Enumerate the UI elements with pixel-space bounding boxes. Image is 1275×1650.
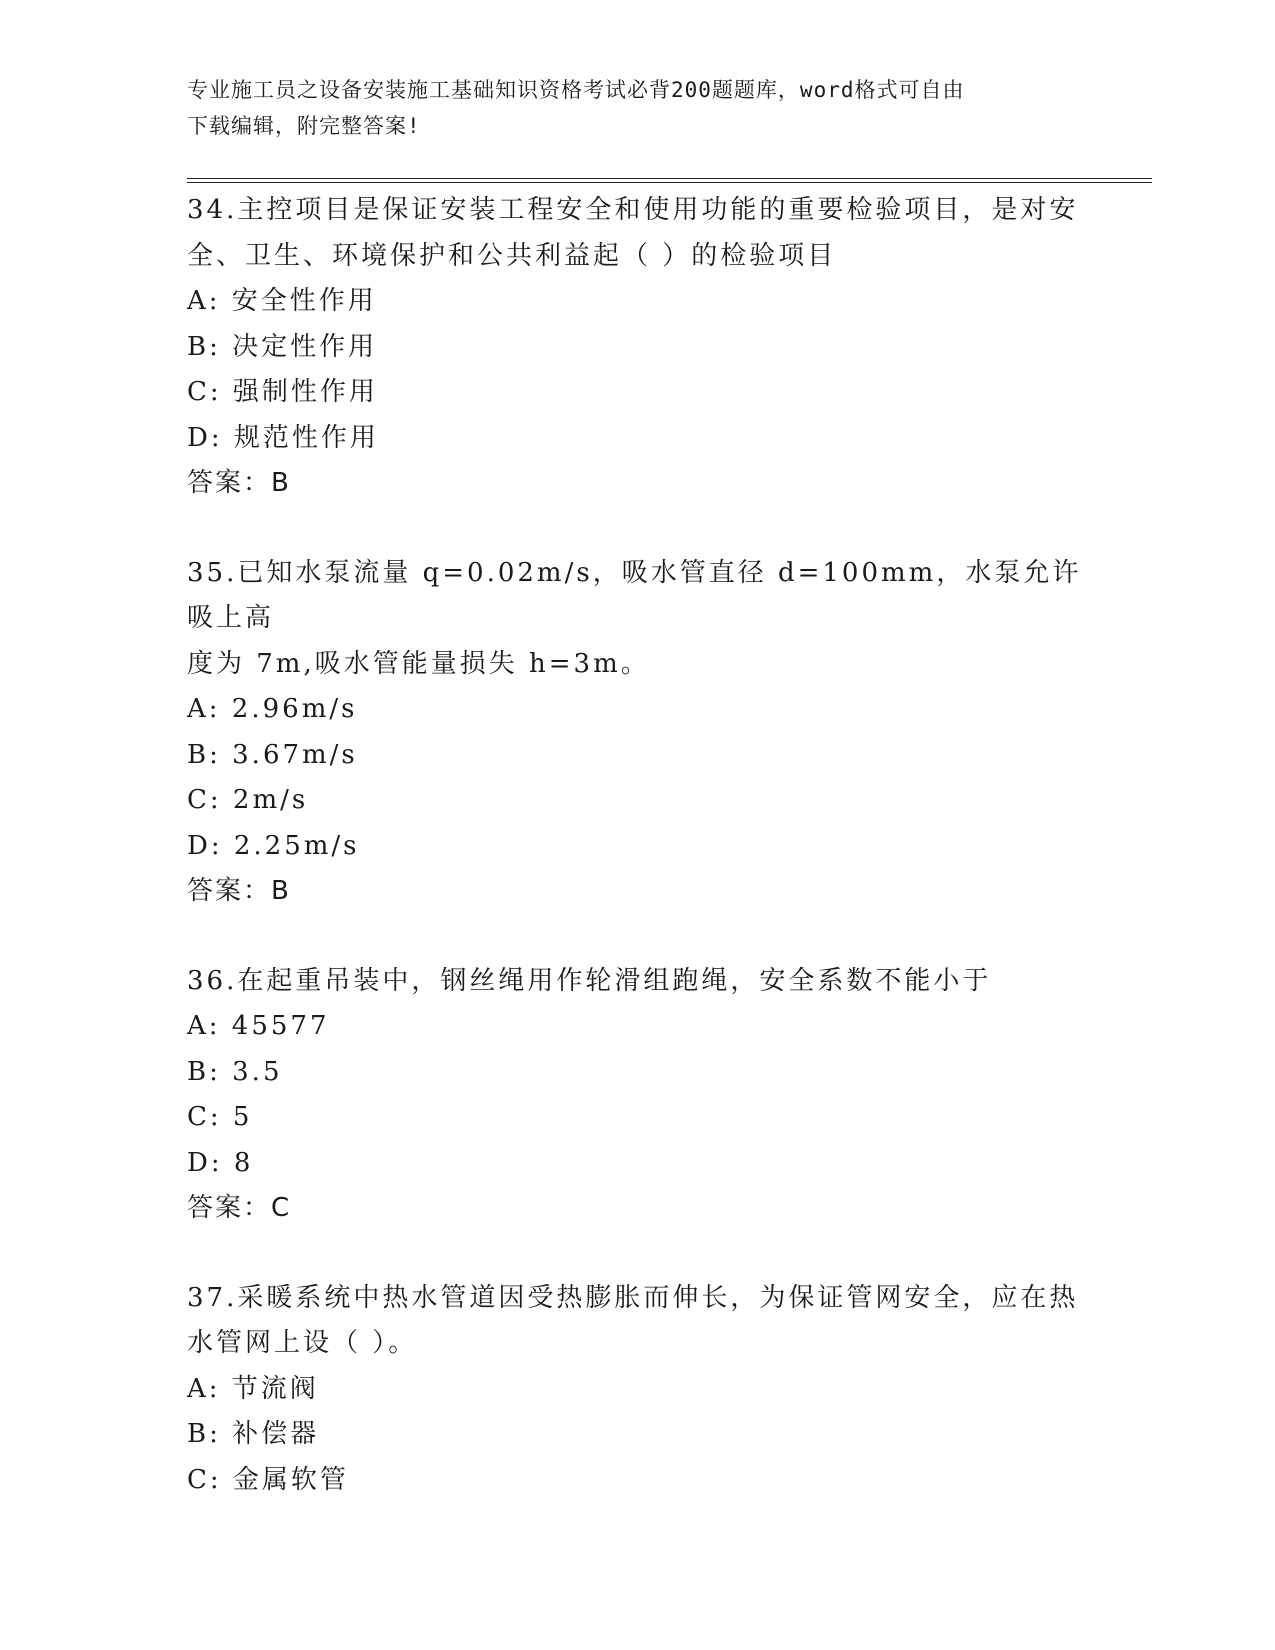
option-c: C: 强制性作用: [187, 377, 378, 407]
option-b: B: 补偿器: [187, 1419, 320, 1449]
document-header: [187, 72, 1087, 144]
question-text-line: 36.在起重吊装中，钢丝绳用作轮滑组跑绳，安全系数不能小于: [187, 965, 992, 996]
answer-line: 答案：C: [187, 1193, 292, 1223]
answer-line: 答案：B: [187, 468, 291, 498]
question-text-line: 度为 7m,吸水管能量损失 h=3m。: [187, 648, 650, 679]
header-divider-top: [187, 178, 1152, 179]
question-text-line: 37.采暖系统中热水管道因受热膨胀而伸长，为保证管网安全，应在热: [187, 1282, 1079, 1313]
option-d: D: 8: [187, 1147, 254, 1178]
option-c: C: 5: [187, 1102, 253, 1132]
question-text-line: 34.主控项目是保证安装工程安全和使用功能的重要检验项目，是对安: [187, 195, 1079, 225]
option-a: A: 45577: [187, 1011, 330, 1041]
option-c: C: 金属软管: [187, 1464, 349, 1495]
option-a: A: 安全性作用: [187, 286, 377, 316]
option-b: B: 决定性作用: [187, 331, 378, 362]
header-divider-bottom: [187, 182, 1152, 183]
option-a: A: 2.96m/s: [187, 694, 358, 724]
question-36: [187, 959, 1087, 1232]
question-text-line: 水管网上设（ ）。: [187, 1328, 418, 1358]
header-line-1: 专业施工员之设备安装施工基础知识资格考试必背200题题库，word格式可自由: [187, 78, 965, 102]
option-b: B: 3.5: [187, 1056, 283, 1087]
answer-line: 答案：B: [187, 876, 291, 906]
option-b: B: 3.67m/s: [187, 739, 358, 770]
question-text-line: 全、卫生、环境保护和公共利益起（ ）的检验项目: [187, 240, 837, 271]
option-d: D: 规范性作用: [187, 422, 379, 453]
question-35: [187, 551, 1087, 915]
option-d: D: 2.25m/s: [187, 830, 360, 861]
question-34: [187, 188, 1087, 507]
question-list: [187, 188, 1087, 1547]
option-a: A: 节流阀: [187, 1373, 319, 1404]
option-c: C: 2m/s: [187, 785, 309, 815]
question-37: [187, 1276, 1087, 1504]
question-text-line: 35.已知水泵流量 q=0.02m/s，吸水管直径 d=100mm，水泵允许吸上高: [187, 557, 1082, 633]
header-line-2: 下载编辑，附完整答案!: [187, 114, 421, 138]
